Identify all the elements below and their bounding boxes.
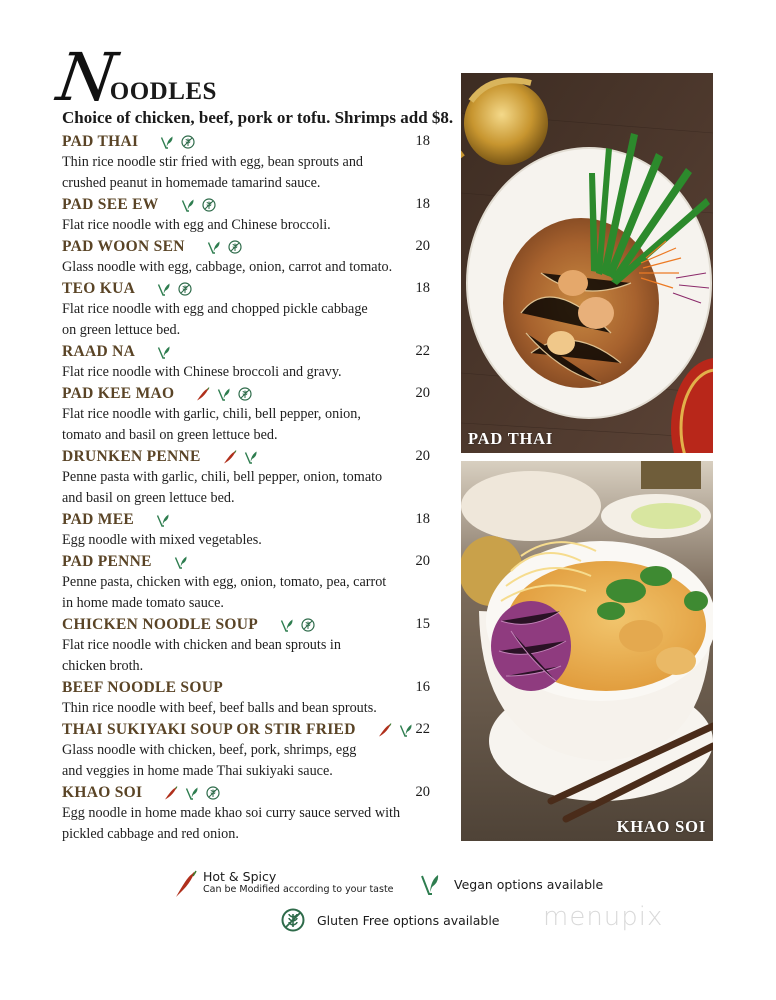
dish-price: 20 — [415, 238, 430, 254]
vegan-leaf-icon — [174, 555, 188, 569]
pad-thai-image — [461, 73, 713, 453]
gluten-free-icon — [202, 198, 216, 212]
dish-name: PAD WOON SEN — [62, 237, 185, 255]
legend-gluten-free — [281, 908, 500, 932]
dish-description-line: crushed peanut in homemade tamarind sauce. — [62, 175, 321, 191]
page-title — [52, 39, 217, 116]
dish-description-line: Glass noodle with egg, cabbage, onion, carrot and tomato. — [62, 259, 393, 275]
legend-hot-note: Can be Modified according to your taste — [203, 884, 394, 895]
dish-description-line: chicken broth. — [62, 658, 144, 674]
dish-price: 18 — [415, 280, 430, 296]
menu-item — [62, 509, 432, 551]
title-initial: N — [52, 39, 118, 116]
dish-description-line: Flat rice noodle with Chinese broccoli and gravy. — [62, 364, 342, 380]
dish-description-line: Penne pasta, chicken with egg, onion, tomato, pea, carrot — [62, 574, 387, 590]
menu-item — [62, 278, 432, 341]
dish-description-line: Penne pasta with garlic, chili, bell pepper, onion, tomato — [62, 469, 383, 485]
vegan-leaf-icon — [420, 872, 440, 896]
vegan-leaf-icon — [244, 450, 258, 464]
dish-price: 16 — [415, 679, 430, 695]
vegan-leaf-icon — [181, 198, 195, 212]
menu-item-header — [62, 551, 432, 572]
dish-price: 22 — [415, 721, 430, 737]
menu-item-header — [62, 677, 432, 698]
menu-item — [62, 614, 432, 677]
dish-price: 20 — [415, 553, 430, 569]
dish-name: TEO KUA — [62, 279, 136, 297]
vegan-leaf-icon — [207, 240, 221, 254]
dish-diet-icons — [223, 450, 258, 464]
menu-item-header — [62, 719, 432, 740]
menu-item-header — [62, 341, 432, 362]
menu-item — [62, 131, 432, 194]
dish-price: 20 — [415, 448, 430, 464]
dish-diet-icons — [157, 345, 171, 359]
khao-soi-caption: KHAO SOI — [616, 817, 706, 836]
dish-price: 20 — [415, 784, 430, 800]
dish-diet-icons — [174, 555, 188, 569]
menu-item-header — [62, 614, 432, 635]
dish-description-line: in home made tomato sauce. — [62, 595, 224, 611]
chili-icon — [175, 870, 197, 898]
vegan-leaf-icon — [156, 513, 170, 527]
khao-soi-image — [461, 461, 713, 841]
menu-item-header — [62, 236, 432, 257]
dish-diet-icons — [160, 135, 195, 149]
vegan-leaf-icon — [185, 786, 199, 800]
dish-name: PAD KEE MAO — [62, 384, 175, 402]
vegan-leaf-icon — [157, 345, 171, 359]
dish-description-line: Glass noodle with chicken, beef, pork, shrimps, egg — [62, 742, 357, 758]
menu-item — [62, 236, 432, 278]
menu-item-header — [62, 131, 432, 152]
dish-price: 20 — [415, 385, 430, 401]
khao-soi-photo — [461, 461, 713, 841]
dish-price: 22 — [415, 343, 430, 359]
menu-item — [62, 194, 432, 236]
dish-description-line: and veggies in home made Thai sukiyaki sauce. — [62, 763, 333, 779]
menu-item — [62, 551, 432, 614]
dish-name: PAD MEE — [62, 510, 134, 528]
menu-item — [62, 677, 432, 719]
menu-item — [62, 782, 432, 845]
menu-item — [62, 341, 432, 383]
dish-name: KHAO SOI — [62, 783, 143, 801]
dish-name: BEEF NOODLE SOUP — [62, 678, 223, 696]
menu-item-header — [62, 383, 432, 404]
dish-name: PAD THAI — [62, 132, 139, 150]
legend-hot-title: Hot & Spicy — [203, 869, 277, 884]
dish-diet-icons — [196, 387, 252, 401]
dish-name: CHICKEN NOODLE SOUP — [62, 615, 259, 633]
chili-icon — [196, 387, 210, 401]
dish-price: 18 — [415, 133, 430, 149]
legend-vegan — [420, 872, 603, 896]
vegan-leaf-icon — [280, 618, 294, 632]
gluten-free-icon — [228, 240, 242, 254]
protein-choice-note: Choice of chicken, beef, pork or tofu. Shrimps add $8. — [62, 108, 454, 127]
chili-icon — [164, 786, 178, 800]
menu-item-header — [62, 509, 432, 530]
dish-diet-icons — [207, 240, 242, 254]
dish-description-line: Thin rice noodle stir fried with egg, bean sprouts and — [62, 154, 364, 170]
vegan-leaf-icon — [157, 282, 171, 296]
dish-description-line: and basil on green lettuce bed. — [62, 490, 235, 506]
gluten-free-icon — [181, 135, 195, 149]
legend-hot-spicy — [175, 870, 394, 898]
chili-icon — [378, 723, 392, 737]
gluten-free-icon — [301, 618, 315, 632]
dish-description-line: Thin rice noodle with beef, beef balls and bean sprouts. — [62, 700, 377, 716]
menu-item — [62, 719, 432, 782]
menu-item — [62, 446, 432, 509]
dish-name: THAI SUKIYAKI SOUP OR STIR FRIED — [62, 720, 356, 738]
vegan-leaf-icon — [217, 387, 231, 401]
dish-diet-icons — [156, 513, 170, 527]
dish-description-line: Egg noodle with mixed vegetables. — [62, 532, 262, 548]
dish-diet-icons — [378, 723, 413, 737]
menu-item-header — [62, 278, 432, 299]
dish-name: PAD PENNE — [62, 552, 152, 570]
menu-list — [62, 131, 432, 845]
dish-name: RAAD NA — [62, 342, 136, 360]
menu-item-header — [62, 782, 432, 803]
vegan-leaf-icon — [399, 723, 413, 737]
dish-name: DRUNKEN PENNE — [62, 447, 201, 465]
gluten-free-icon — [178, 282, 192, 296]
pad-thai-photo — [461, 73, 713, 453]
dish-description-line: Flat rice noodle with chicken and bean sprouts in — [62, 637, 341, 653]
title-rest: OODLES — [109, 78, 217, 105]
dish-price: 15 — [415, 616, 430, 632]
dish-diet-icons — [157, 282, 192, 296]
dish-price: 18 — [415, 511, 430, 527]
gluten-free-icon — [206, 786, 220, 800]
menu-item — [62, 383, 432, 446]
vegan-leaf-icon — [160, 135, 174, 149]
dish-description-line: pickled cabbage and red onion. — [62, 826, 239, 842]
dish-description-line: Flat rice noodle with egg and chopped pickle cabbage — [62, 301, 368, 317]
dish-diet-icons — [280, 618, 315, 632]
gluten-free-icon — [238, 387, 252, 401]
dish-name: PAD SEE EW — [62, 195, 159, 213]
dish-description-line: on green lettuce bed. — [62, 322, 181, 338]
menu-item-header — [62, 194, 432, 215]
watermark: menupix — [543, 902, 664, 932]
legend-gluten-free-label: Gluten Free options available — [317, 912, 500, 928]
dish-description-line: tomato and basil on green lettuce bed. — [62, 427, 278, 443]
dish-diet-icons — [181, 198, 216, 212]
chili-icon — [223, 450, 237, 464]
dish-description-line: Egg noodle in home made khao soi curry sauce served with — [62, 805, 401, 821]
dish-price: 18 — [415, 196, 430, 212]
dish-description-line: Flat rice noodle with garlic, chili, bell pepper, onion, — [62, 406, 361, 422]
legend-vegan-label: Vegan options available — [454, 876, 604, 892]
dish-description-line: Flat rice noodle with egg and Chinese broccoli. — [62, 217, 331, 233]
menu-item-header — [62, 446, 432, 467]
pad-thai-caption: PAD THAI — [468, 429, 554, 448]
dish-diet-icons — [164, 786, 220, 800]
gluten-free-icon — [281, 908, 305, 932]
